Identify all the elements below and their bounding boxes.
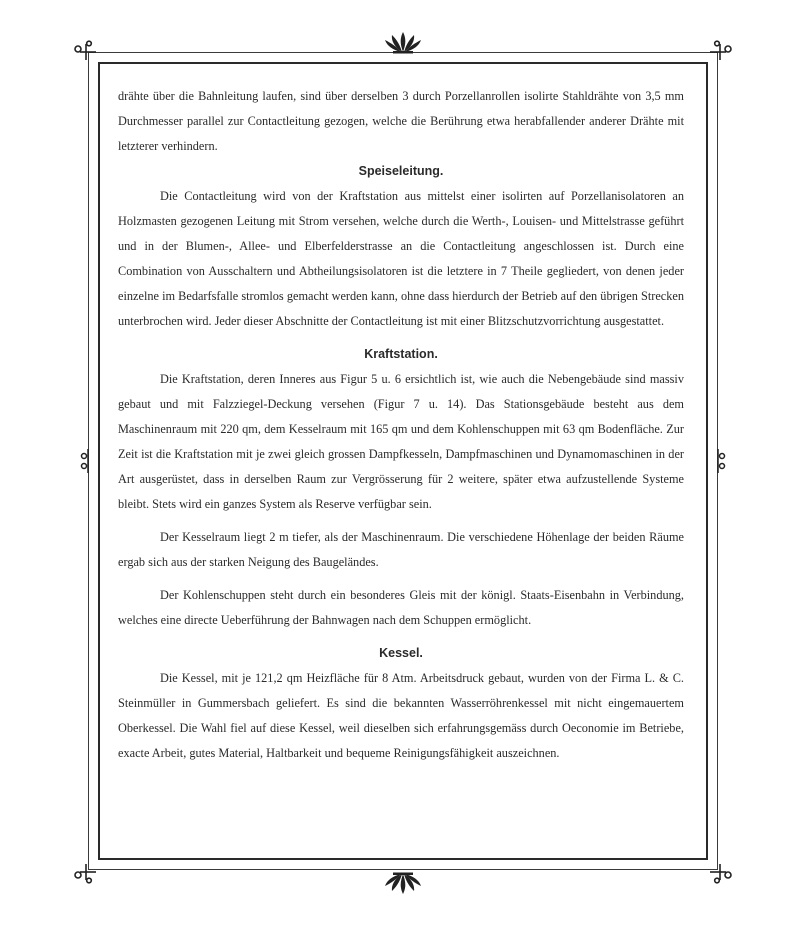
side-scroll-icon: [710, 448, 726, 474]
corner-scroll-icon: [708, 862, 734, 884]
heading-speiseleitung: Speiseleitung.: [358, 164, 444, 178]
side-scroll-icon: [80, 448, 96, 474]
paragraph-kraftstation-1: Die Kraftstation, deren Inneres aus Figur 5 u. 6 ersichtlich ist, wie auch die Nebengebäude sind massiv gebaut und mit Falzziegel-Deckung versehen (Figur 7 u. 14). Das Stationsgebäude besteht aus dem Maschinenraum mit 220 qm, dem Kesselraum mit 165 qm und dem Kohlenschuppen mit 63 qm Bodenfläche. Zur Zeit ist die Kraftstation mit je zwei gleich grossen Dampfkesseln, Dampfmaschinen und Dynamomaschinen in der Art ausgerüstet, dass in derselben Raum zur Vergrösserung für 2 weitere, später etwa aufzustellende Systeme bleibt. Stets wird ein ganzes System als Reserve verfügbar sein.: [118, 372, 684, 511]
page-text: [118, 84, 684, 766]
heading-kessel: Kessel.: [379, 646, 423, 660]
heading-kraftstation: Kraftstation.: [364, 347, 438, 361]
bottom-palmette-icon: [383, 872, 423, 896]
paragraph-intro: drähte über die Bahnleitung laufen, sind über derselben 3 durch Porzellanrollen isolirte Stahldrähte von 3,5 mm Durchmesser parallel zur Contactleitung gezogen, welche die Berührung etwa herabfallender anderer Drähte mit letzterer verhindern.: [118, 89, 684, 153]
paragraph-speiseleitung: Die Contactleitung wird von der Kraftstation aus mittelst einer isolirten auf Porzellanisolatoren an Holzmasten gezogenen Leitung mit Strom versehen, welche durch die Werth-, Louisen- und Mittelstrasse geführt und in der Blumen-, Allee- und Elberfelderstrasse an die Contactleitung angeschlossen ist. Durch eine Combination von Ausschaltern und Abtheilungsisolatoren ist die letztere in 7 Theile gegliedert, von denen jeder einzelne im Bedarfsfalle stromlos gemacht werden kann, ohne dass hierdurch der Betrieb auf den übrigen Strecken unterbrochen wird. Jeder dieser Abschnitte der Contactleitung ist mit einer Blitzschutzvorrichtung ausgestattet.: [118, 189, 684, 328]
corner-scroll-icon: [708, 40, 734, 62]
paragraph-kessel: Die Kessel, mit je 121,2 qm Heizfläche für 8 Atm. Arbeitsdruck gebaut, wurden von der Firma L. & C. Steinmüller in Gummersbach geliefert. Es sind die bekannten Wasserröhrenkessel mit nicht eingemauertem Oberkessel. Die Wahl fiel auf diese Kessel, weil dieselben sich erfahrungsgemäss durch Oeconomie im Betriebe, exacte Arbeit, gutes Material, Haltbarkeit und bequeme Reinigungsfähigkeit auszeichnen.: [118, 671, 684, 760]
top-palmette-icon: [383, 30, 423, 54]
paragraph-kraftstation-3: Der Kohlenschuppen steht durch ein besonderes Gleis mit der königl. Staats-Eisenbahn in Verbindung, welches eine directe Ueberführung der Bahnwagen nach dem Schuppen ermöglicht.: [118, 588, 684, 627]
corner-scroll-icon: [72, 40, 98, 62]
corner-scroll-icon: [72, 862, 98, 884]
paragraph-kraftstation-2: Der Kesselraum liegt 2 m tiefer, als der Maschinenraum. Die verschiedene Höhenlage der beiden Räume ergab sich aus der starken Neigung des Baugeländes.: [118, 530, 684, 569]
